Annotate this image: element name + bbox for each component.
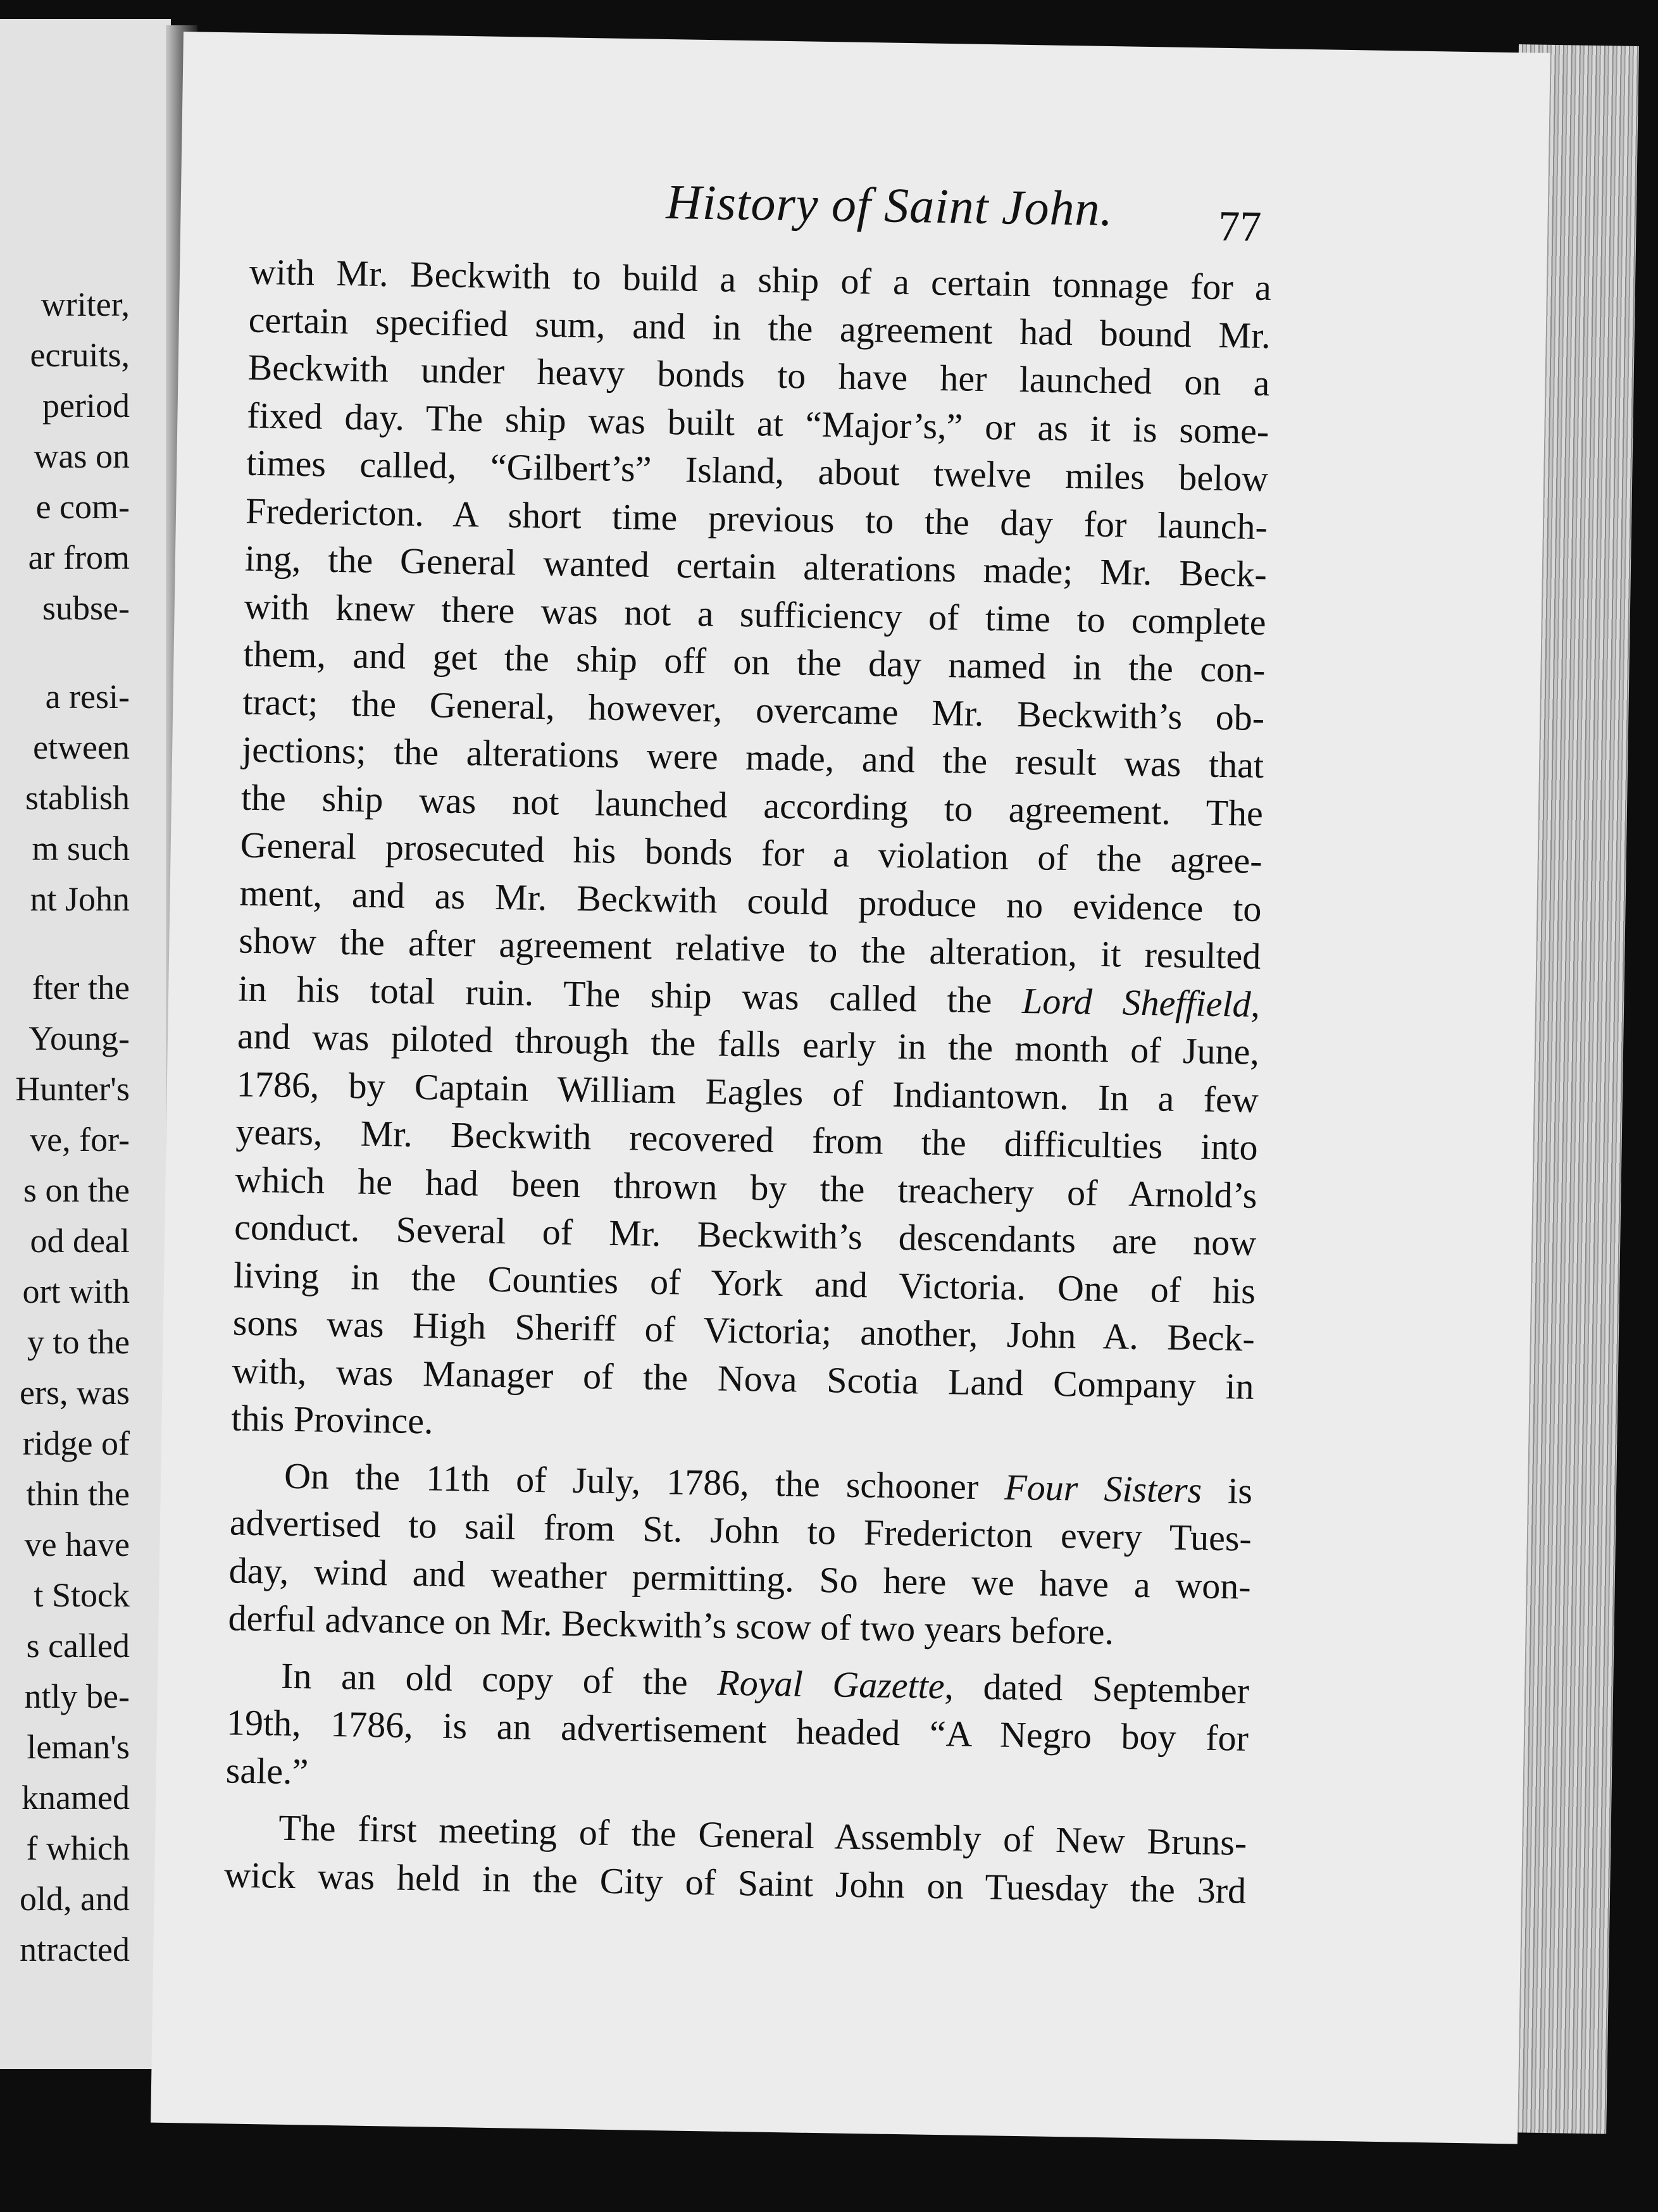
text-line: the ship was not launched according to agreement. The — [240, 776, 1264, 834]
text-line: times called, “Gilbert’s” Island, about twelve miles below — [246, 442, 1269, 500]
text-line: certain specified sum, and in the agreement had bound Mr. — [248, 299, 1271, 356]
left-page-line: ve have — [24, 1525, 130, 1563]
left-page-line: knamed — [22, 1779, 130, 1817]
text-line: fixed day. The ship was built at “Major’s,” or as it is some- — [246, 394, 1269, 452]
text-line: jections; the alterations were made, and the result was that — [241, 728, 1264, 786]
left-page-line: y to the — [27, 1323, 130, 1361]
text-line: conduct. Several of Mr. Beckwith’s descendants are now — [234, 1206, 1257, 1264]
left-page-line: thin the — [26, 1475, 130, 1513]
text-line: Fredericton. A short time previous to the day for launch- — [245, 490, 1268, 547]
left-page-line: was on — [34, 437, 130, 475]
left-page-line: ntracted — [20, 1930, 130, 1968]
body-text — [224, 248, 1272, 1915]
left-page-line: ntly be- — [24, 1677, 130, 1715]
left-page-line: subse- — [42, 589, 130, 627]
text-line: derful advance on Mr. Beckwith’s scow of two years before. — [228, 1597, 1114, 1653]
left-page-line: t Stock — [34, 1576, 130, 1614]
left-page-line: fter the — [32, 969, 130, 1007]
text-line: with Mr. Beckwith to build a ship of a certain tonnage for a — [249, 251, 1272, 309]
left-page-line: etween — [33, 728, 130, 766]
text-line: this Province. — [231, 1397, 434, 1442]
text-line: show the after agreement relative to the alteration, it resulted — [238, 919, 1261, 977]
left-page-line: Young- — [28, 1019, 130, 1057]
text-line: 1786, by Captain William Eagles of Indiantown. In a few — [236, 1063, 1259, 1121]
right-page — [151, 32, 1550, 2144]
text-line: In an old copy of the Royal Gazette, dated September — [280, 1655, 1250, 1712]
page-number: 77 — [1218, 201, 1262, 251]
text-line: 19th, 1786, is an advertisement headed “A Negro boy for — [226, 1701, 1249, 1759]
text-line: living in the Counties of York and Victoria. One of his — [233, 1253, 1256, 1312]
left-page-line: Hunter's — [15, 1070, 130, 1108]
left-page-line: ar from — [28, 538, 130, 576]
text-line: advertised to sail from St. John to Fredericton every Tues- — [229, 1501, 1252, 1559]
left-page-text — [0, 19, 130, 2069]
left-page-line: old, and — [20, 1880, 130, 1918]
text-line: ment, and as Mr. Beckwith could produce no evidence to — [239, 872, 1262, 929]
text-line: and was piloted through the falls early in the month of June, — [237, 1015, 1260, 1072]
left-page-line: s on the — [23, 1171, 130, 1209]
text-line: On the 11th of July, 1786, the schooner Four Sisters is — [284, 1455, 1253, 1512]
text-line: sons was High Sheriff of Victoria; another, John A. Beck- — [232, 1302, 1256, 1359]
text-line: them, and get the ship off on the day named in the con- — [243, 633, 1266, 690]
left-page-line: leman's — [27, 1728, 130, 1766]
text-line: The first meeting of the General Assembly of New Bruns- — [278, 1806, 1247, 1863]
left-page-line: a resi- — [45, 678, 130, 716]
text-line: years, Mr. Beckwith recovered from the difficulties into — [235, 1110, 1259, 1168]
left-page-line: f which — [26, 1829, 130, 1867]
text-line: wick was held in the City of Saint John on Tuesday the 3rd — [223, 1853, 1247, 1911]
left-page-line: s called — [26, 1627, 130, 1665]
left-page-line: ve, for- — [30, 1121, 130, 1159]
left-page-line: period — [42, 387, 130, 425]
text-line: sale.” — [225, 1749, 309, 1792]
text-line: tract; the General, however, overcame Mr. Beckwith’s ob- — [242, 681, 1265, 738]
running-head: History of Saint John. — [665, 174, 1114, 237]
text-line: ing, the General wanted certain alterations made; Mr. Beck- — [244, 537, 1268, 595]
left-page-line: nt John — [30, 880, 130, 918]
left-page — [0, 19, 171, 2069]
left-page-line: ridge of — [22, 1424, 130, 1462]
left-page-line: ort with — [22, 1272, 130, 1310]
left-page-line: writer, — [41, 285, 130, 323]
left-page-line: m such — [32, 830, 130, 867]
left-page-line: od deal — [30, 1222, 130, 1260]
left-page-line: e com- — [35, 488, 130, 526]
text-line: General prosecuted his bonds for a violation of the agree- — [240, 824, 1263, 881]
text-line: which he had been thrown by the treachery of Arnold’s — [235, 1159, 1257, 1216]
left-page-line: stablish — [25, 779, 130, 817]
text-line: with knew there was not a sufficiency of time to complete — [244, 585, 1267, 643]
left-page-line: ers, was — [20, 1374, 130, 1412]
text-line: in his total ruin. The ship was called the Lord Sheffield, — [237, 967, 1261, 1025]
text-line: with, was Manager of the Nova Scotia Land Company in — [232, 1349, 1255, 1407]
text-line: Beckwith under heavy bonds to have her launched on a — [247, 346, 1270, 404]
text-line: day, wind and weather permitting. So here we have a won- — [228, 1549, 1252, 1607]
left-page-line: ecruits, — [30, 336, 130, 374]
